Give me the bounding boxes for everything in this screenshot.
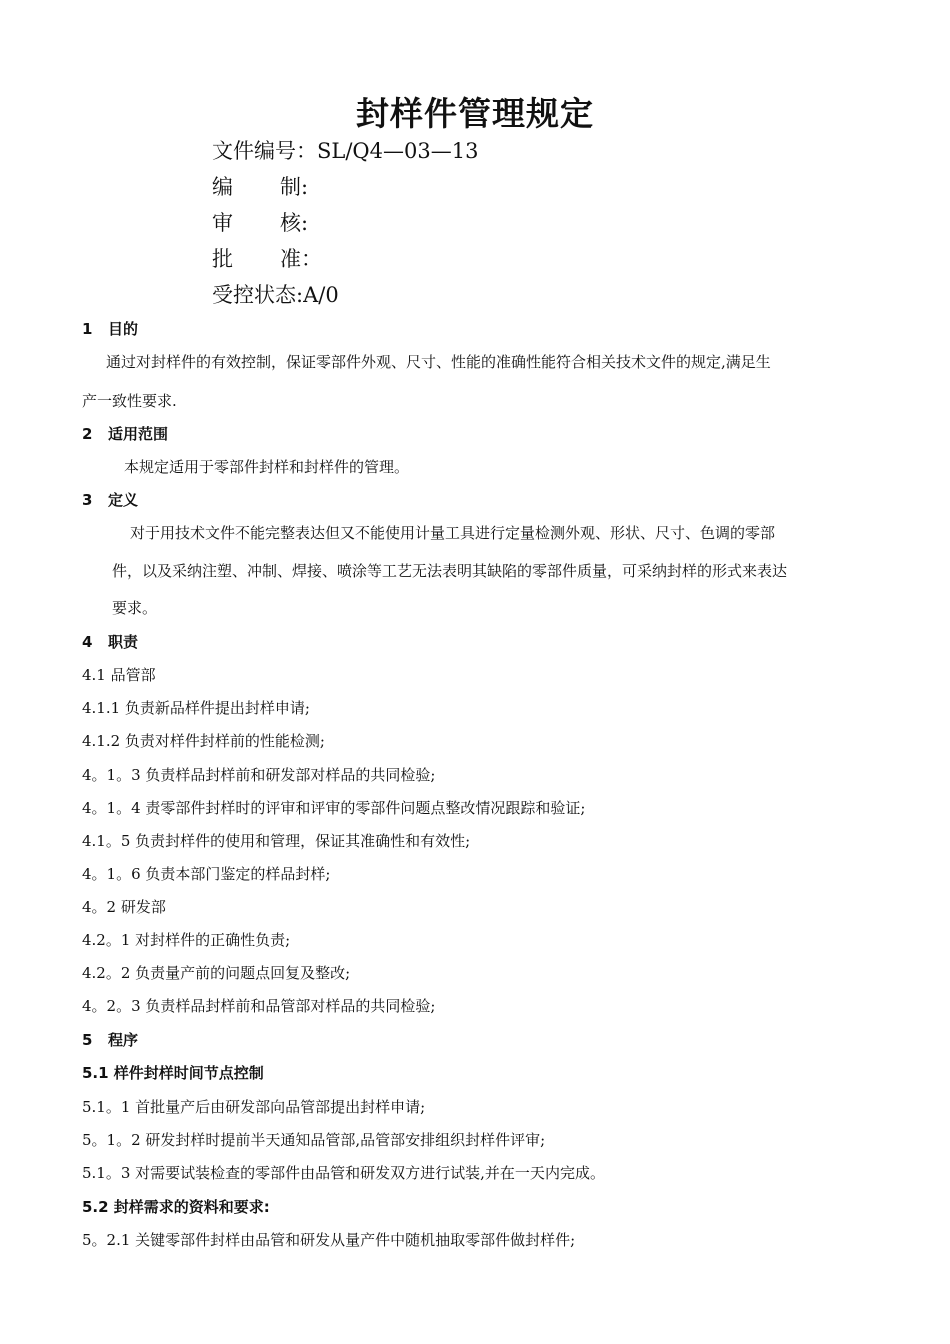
section-4-item: 4.1 品管部 [82, 666, 156, 684]
section-3-paragraph-line1: 对于用技术文件不能完整表达但又不能使用计量工具进行定量检测外观、形状、尺寸、色调的零部 [130, 524, 776, 542]
section-3-number: 3 [82, 491, 93, 509]
document-title: 封样件管理规定 [356, 94, 594, 133]
section-5-1-item: 5。1。2 研发封样时提前半天通知品管部,品管部安排组织封样件评审; [82, 1131, 546, 1149]
approved-by-row [212, 245, 322, 273]
section-3-paragraph-line2: 件，以及采纳注塑、冲制、焊接、喷涂等工艺无法表明其缺陷的零部件质量，可采纳封样的形式来表达 [112, 562, 788, 580]
section-4-item: 4.1.2 负责对样件封样前的性能检测; [82, 732, 325, 750]
section-4-item: 4.1。5 负责封样件的使用和管理，保证其准确性和有效性; [82, 832, 471, 850]
section-5-1-item: 5.1。1 首批量产后由研发部向品管部提出封样申请; [82, 1098, 426, 1116]
section-2-title: 适用范围 [108, 425, 169, 443]
reviewed-label-b: 核: [280, 211, 309, 235]
prepared-label-a: 编 [212, 175, 233, 199]
section-3-paragraph-line3: 要求。 [112, 599, 158, 617]
section-5-number: 5 [82, 1031, 93, 1049]
section-5-1-item: 5.1。3 对需要试装检查的零部件由品管和研发双方进行试装,并在一天内完成。 [82, 1164, 605, 1182]
section-5-title: 程序 [108, 1031, 139, 1049]
control-status-value: A/0 [303, 283, 339, 307]
section-3-title: 定义 [108, 491, 139, 509]
section-1-paragraph-line1: 通过对封样件的有效控制，保证零部件外观、尺寸、性能的准确性能符合相关技术文件的规定,满足生 [106, 353, 771, 371]
section-4-item: 4.1.1 负责新品样件提出封样申请; [82, 699, 310, 717]
doc-number-label: 文件编号： [212, 139, 317, 163]
control-status-row [212, 281, 339, 309]
reviewed-by-row [212, 209, 308, 237]
section-4-item: 4.2。1 对封样件的正确性负责; [82, 931, 291, 949]
section-4-number: 4 [82, 633, 93, 651]
section-2-paragraph: 本规定适用于零部件封样和封样件的管理。 [124, 458, 410, 476]
doc-number-row [212, 137, 478, 165]
reviewed-label-a: 审 [212, 211, 233, 235]
section-1-heading [82, 318, 138, 340]
control-status-label: 受控状态: [212, 283, 304, 307]
section-4-item: 4。2。3 负责样品封样前和品管部对样品的共同检验; [82, 997, 436, 1015]
prepared-label-b: 制: [280, 175, 309, 199]
prepared-by-row [212, 173, 308, 201]
section-2-number: 2 [82, 425, 93, 443]
section-5-2-item: 5。2.1 关键零部件封样由品管和研发从量产件中随机抽取零部件做封样件; [82, 1231, 576, 1249]
section-4-item: 4.2。2 负责量产前的问题点回复及整改; [82, 964, 351, 982]
section-4-item: 4。1。6 负责本部门鉴定的样品封样; [82, 865, 331, 883]
section-4-item: 4。1。3 负责样品封样前和研发部对样品的共同检验; [82, 766, 436, 784]
section-5-1-heading: 5.1 样件封样时间节点控制 [82, 1064, 264, 1082]
section-4-heading [82, 631, 138, 653]
doc-number-value: SL/Q4—03—13 [317, 139, 479, 163]
approved-label-a: 批 [212, 247, 233, 271]
section-4-item: 4。1。4 责零部件封样时的评审和评审的零部件问题点整改情况跟踪和验证; [82, 799, 586, 817]
section-1-title: 目的 [108, 320, 139, 338]
section-2-heading [82, 423, 168, 445]
section-4-title: 职责 [108, 633, 139, 651]
approved-label-b: 准： [280, 247, 322, 271]
section-3-heading [82, 489, 138, 511]
section-4-item: 4。2 研发部 [82, 898, 166, 916]
section-1-paragraph-line2: 产一致性要求. [82, 392, 177, 410]
section-5-heading [82, 1029, 138, 1051]
section-5-2-heading: 5.2 封样需求的资料和要求: [82, 1198, 270, 1216]
section-1-number: 1 [82, 320, 93, 338]
